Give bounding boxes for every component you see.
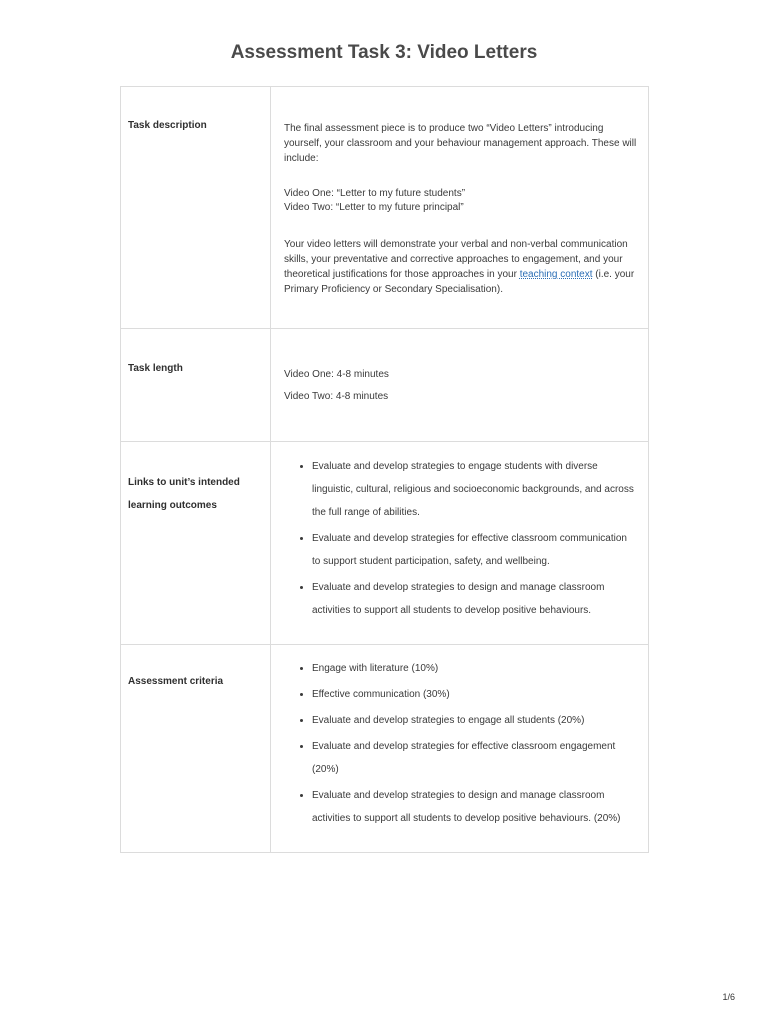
task-description-closing [284, 237, 638, 297]
teaching-context-link[interactable]: teaching context [519, 269, 593, 280]
task-description-content [271, 87, 649, 329]
task-description-intro: The final assessment piece is to produce two “Video Letters” introducing yourself, your classroom and your behaviour management approach. These will include: [284, 123, 637, 164]
row-assessment-criteria [121, 645, 649, 853]
row-learning-outcomes [121, 442, 649, 645]
criteria-item: • Effective communication (30%) [312, 683, 638, 706]
row-task-description [121, 87, 649, 329]
page-title: Assessment Task 3: Video Letters [230, 42, 538, 63]
criteria-item: • Evaluate and develop strategies for effective classroom engagement (20%) [312, 735, 638, 781]
video-one-title: Video One: “Letter to my future students” [284, 188, 466, 199]
learning-outcomes-list [284, 455, 638, 622]
learning-outcomes-content [271, 442, 649, 645]
criteria-item: • Engage with literature (10%) [312, 657, 638, 680]
learning-outcome-item: • Evaluate and develop strategies for effective classroom communication to support student participation, safety, and wellbeing. [312, 527, 638, 573]
video-two-title: Video Two: “Letter to my future principal” [284, 202, 464, 213]
learning-outcomes-label-cell [121, 442, 271, 645]
learning-outcome-item: • Evaluate and develop strategies to engage students with diverse linguistic, cultural, religious and socioeconomic backgrounds, and across the full range of abilities. [312, 455, 638, 524]
task-length-content [271, 329, 649, 442]
closing-text-after-link: (i.e. your Primary Proficiency or Secondary Specialisation). [284, 269, 635, 295]
row-task-length [121, 329, 649, 442]
task-description-label-cell [121, 87, 271, 329]
learning-outcome-item: • Evaluate and develop strategies to design and manage classroom activities to support all students to develop positive behaviours. [312, 576, 638, 622]
video-two-length: Video Two: 4-8 minutes [284, 391, 389, 402]
task-description-label: Task description [128, 120, 207, 131]
assessment-criteria-list [284, 657, 638, 830]
task-length-label-cell [121, 329, 271, 442]
page-number: 1/6 [722, 992, 735, 1002]
assessment-task-table [120, 86, 649, 853]
assessment-criteria-content [271, 645, 649, 853]
learning-outcomes-label: Links to unit’s intended learning outcomes [128, 477, 240, 511]
assessment-criteria-label: Assessment criteria [128, 676, 224, 687]
video-one-length: Video One: 4-8 minutes [284, 369, 389, 380]
task-length-label: Task length [128, 363, 183, 374]
criteria-item: • Evaluate and develop strategies to engage all students (20%) [312, 709, 638, 732]
closing-text-before-link: Your video letters will demonstrate your verbal and non-verbal communication skills, your preventative and corrective approaches to engagement, and your theoretical justifications for those approaches in your [284, 239, 628, 280]
assessment-criteria-label-cell [121, 645, 271, 853]
criteria-item: • Evaluate and develop strategies to design and manage classroom activities to support all students to develop positive behaviours. (20%) [312, 784, 638, 830]
